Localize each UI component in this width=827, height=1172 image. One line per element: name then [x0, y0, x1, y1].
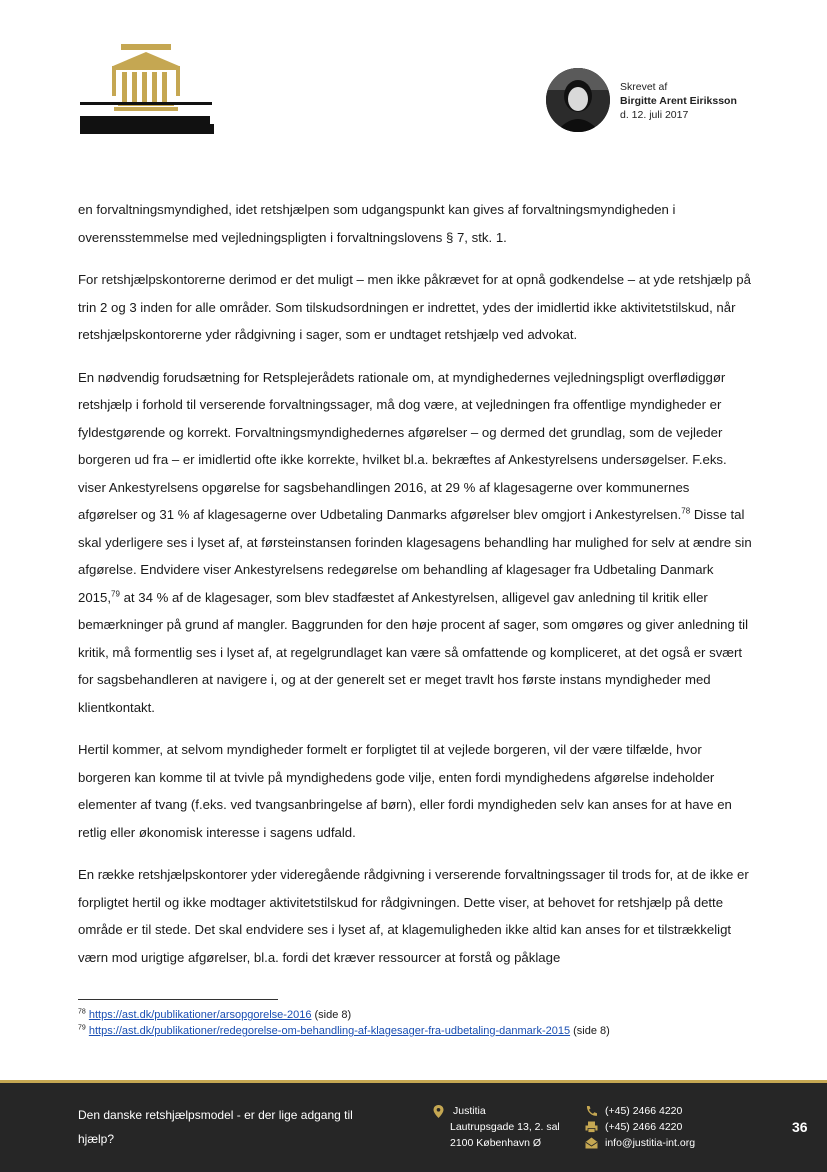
paragraph: en forvaltningsmyndighed, idet retshjælpen som udgangspunkt kan gives af forvaltningsmyndigheden i overensstemmelse med vejledningspligten i forvaltningslovens § 7, stk. 1. — [78, 202, 676, 245]
footnote-number: 79 — [78, 1024, 86, 1032]
paragraph-text: Disse tal skal yderligere ses i lyset af, at førsteinstansen forinden klagesagens behandling har mulighed for selv at ændre sin afgørelse. Endvidere viser Ankestyrelsens redegørelse om behandling af klagesager fra Udbetaling Danmark 2015, — [78, 507, 752, 605]
footnote-separator — [78, 999, 278, 1000]
paragraph: For retshjælpskontorerne derimod er det muligt – men ikke påkrævet for at opnå godkendelse – at yde retshjælp på trin 2 og 3 inden for alle områder. Som tilskudsordningen er indrettet, ydes der imidlertid ikke aktivitetstilskud, når retshjælpskontorerne yder rådgivning i sager, som er undtaget retshjælp ved advokat. — [78, 272, 751, 342]
email-icon — [585, 1137, 599, 1149]
footnotes — [78, 1007, 768, 1039]
paragraph-text: En nødvendig forudsætning for Retsplejerådets rationale om, at myndighedernes vejledningspligt overflødiggør retshjælp i forhold til verserende forvaltningssager, må dog være, at vejledningen fra offentlige myndigheder er fyldestgørende og korrekt. Forvaltningsmyndighedernes afgørelser – og dermed det grundlag, som de vejleder borgeren ud fra – er imidlertid ofte ikke korrekte, hvilket bl.a. bekræftes af Ankestyrelsens undersøgelser. F.eks. viser Ankestyrelsens opgørelse for sagsbehandlingen 2016, at 29 % af klagesagerne over kommunernes afgørelser og 31 % af klagesagerne over Udbetaling Danmarks afgørelser blev omgjort i Ankestyrelsen. — [78, 369, 727, 522]
paragraph-text: at 34 % af de klagesager, som blev stadfæstet af Ankestyrelsen, alligevel gav anledning til kritik eller bemærkninger på grund af mangler. Baggrunden for den høje procent af sager, som omgøres og giver anledning til kritik, må formentlig ses i lyset af, at regelgrundlaget kan være så omfattende og kompliceret, at det også er svært for sagsbehandleren at navigere i, og at der generelt set er meget travlt hos første instans myndigheder med klientkontakt. — [78, 589, 749, 715]
footnote-link-78[interactable]: https://ast.dk/publikationer/arsopgorelse-2016 — [88, 1009, 312, 1021]
justitia-logo — [80, 44, 214, 136]
footer-title: Den danske retshjælpsmodel - er der lige adgang til hjælp? — [78, 1108, 353, 1146]
author-avatar — [546, 68, 610, 132]
page-number: 36 — [792, 1119, 808, 1135]
footer-email[interactable]: info@justitia-int.org — [605, 1137, 696, 1149]
footnote-link-79[interactable]: https://ast.dk/publikationer/redegorelse-om-behandling-af-klagesager-fra-udbetaling-danmark-2015 — [88, 1025, 571, 1037]
footnote-note: (side 8) — [570, 1025, 610, 1037]
footnote-78 — [78, 1007, 768, 1023]
author-name: Birgitte Arent Eiriksson — [620, 95, 737, 107]
footer-street: Lautrupsgade 13, 2. sal — [450, 1121, 560, 1133]
footnote-note: (side 8) — [311, 1009, 352, 1021]
footer-fax: (+45) 2466 4220 — [605, 1121, 683, 1133]
paragraph: En række retshjælpskontorer yder videregående rådgivning i verserende forvaltningssager til trods for, at de ikke er forpligtet hertil og ikke modtager aktivitetstilskud for rådgivningen. Dette viser, at behovet for retshjælp på dette område er til stede. Det skal endvidere ses i lyset af, at klagemuligheden ikke altid kan anses for et tilstrækkeligt værn mod urigtige afgørelser, bl.a. fordi det kræver ressourcer at forstå og påklage — [78, 867, 749, 965]
paragraph — [78, 364, 752, 722]
author-block — [546, 68, 737, 132]
footnote-number: 78 — [78, 1008, 86, 1016]
page-footer — [0, 1080, 827, 1172]
location-pin-icon — [433, 1105, 447, 1117]
footer-city: 2100 København Ø — [450, 1137, 542, 1149]
body-text — [78, 196, 752, 986]
phone-icon — [585, 1105, 599, 1117]
footer-org: Justitia — [453, 1105, 486, 1117]
footnote-ref-79[interactable]: 79 — [111, 589, 120, 599]
author-label: Skrevet af — [620, 81, 668, 93]
author-date: d. 12. juli 2017 — [620, 109, 689, 121]
footer-address — [433, 1103, 560, 1151]
footer-phone: (+45) 2466 4220 — [605, 1105, 683, 1117]
fax-icon — [585, 1121, 599, 1133]
paragraph: Hertil kommer, at selvom myndigheder formelt er forpligtet til at vejlede borgeren, vil der være tilfælde, hvor borgeren kan komme til at tvivle på myndighedens gode vilje, enten fordi myndighedens afgørelse indeholder elementer af tvang (f.eks. ved tvangsanbringelse af børn), eller fordi myndigheden selv kan anses for at have en retlig eller økonomisk interesse i sagens udfald. — [78, 742, 732, 840]
footnote-79 — [78, 1023, 768, 1039]
footnote-ref-78[interactable]: 78 — [681, 506, 691, 516]
footer-contacts — [585, 1103, 695, 1151]
